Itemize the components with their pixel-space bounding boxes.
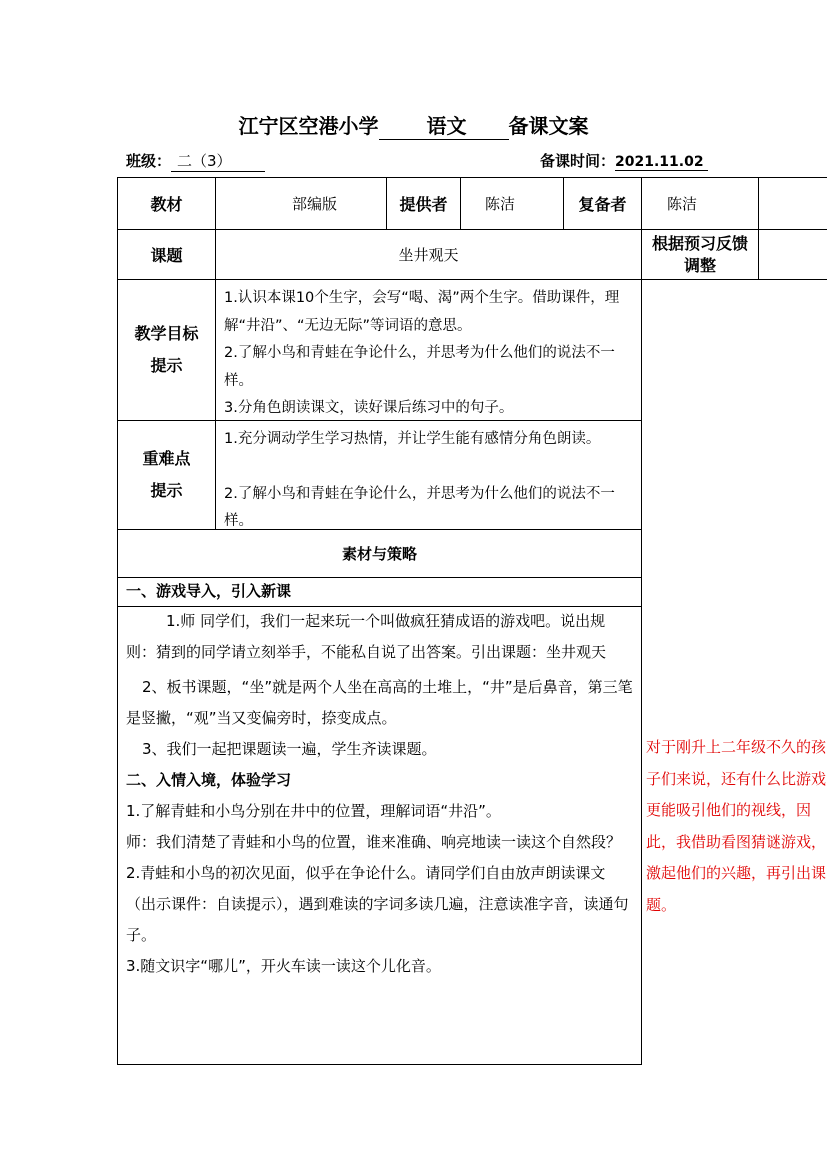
date-label: 备课时间： bbox=[540, 152, 616, 170]
provider-value-cell: 陈洁 bbox=[460, 177, 564, 230]
keypoints-label-cell: 重难点 提示 bbox=[117, 420, 216, 530]
date-value: 2021.11.02 bbox=[615, 154, 708, 171]
class-label: 班级： bbox=[126, 152, 172, 170]
s1-paragraph-1: 1.师 同学们，我们一起来玩一个叫做疯狂猜成语的游戏吧。说出规则：猜到的同学请立刻举手，不能私自说了出答案。引出课题：坐井观天 bbox=[126, 612, 607, 661]
feedback-note: 对于刚升上二年级不久的孩子们来说，还有什么比游戏更能吸引他们的视线，因此，我借助看图猜谜游戏，激起他们的兴趣，再引出课题。 bbox=[646, 738, 827, 914]
reviewer-value-cell: 陈洁 bbox=[641, 177, 759, 230]
materials-header-cell: 素材与策略 bbox=[117, 529, 642, 578]
provider-label-cell: 提供者 bbox=[386, 177, 461, 230]
empty-cell-top-right bbox=[758, 177, 827, 230]
keypoint-1: 1.充分调动学生学习热情，并让学生能有感情分角色朗读。 bbox=[224, 431, 601, 447]
goal-2: 2.了解小鸟和青蛙在争论什么，并思考为什么他们的说法不一样。 bbox=[224, 345, 615, 389]
class-line bbox=[126, 150, 265, 172]
document-title bbox=[0, 110, 827, 140]
topic-value-cell: 坐井观天 bbox=[215, 229, 642, 280]
subject-underline bbox=[379, 110, 509, 140]
s1-paragraph-3: 3、我们一起把课题读一遍，学生齐读课题。 bbox=[142, 740, 437, 758]
date-line bbox=[540, 150, 708, 171]
subject-name: 语文 bbox=[426, 114, 467, 138]
keypoint-2: 2.了解小鸟和青蛙在争论什么，并思考为什么他们的说法不一样。 bbox=[224, 485, 615, 529]
textbook-label-cell: 教材 bbox=[117, 177, 216, 230]
goals-content-cell bbox=[215, 279, 642, 421]
empty-cell-right-2 bbox=[758, 229, 827, 280]
goals-label-cell: 教学目标 提示 bbox=[117, 279, 216, 421]
s2-paragraph-4: 3.随文识字“哪儿”，开火车读一读这个儿化音。 bbox=[126, 957, 441, 975]
feedback-label-cell: 根据预习反馈调整 bbox=[641, 229, 759, 280]
strategy-body bbox=[118, 606, 641, 982]
keypoints-content-cell bbox=[215, 420, 642, 530]
class-value: 二（3） bbox=[171, 150, 265, 172]
feedback-column bbox=[641, 279, 827, 1065]
school-name: 江宁区空港小学 bbox=[238, 114, 379, 138]
s2-paragraph-2: 师：我们清楚了青蛙和小鸟的位置，谁来准确、响亮地读一读这个自然段？ bbox=[126, 833, 622, 851]
topic-label-cell: 课题 bbox=[117, 229, 216, 280]
s2-paragraph-1: 1.了解青蛙和小鸟分别在井中的位置，理解词语“井沿”。 bbox=[126, 802, 501, 820]
goal-3: 3.分角色朗读课文，读好课后练习中的句子。 bbox=[224, 400, 514, 416]
goal-1: 1.认识本课10个生字，会写“喝、渴”两个生字。借助课件，理解“井沿”、“无边无际”等词语的意思。 bbox=[224, 290, 620, 334]
s2-paragraph-3: 2.青蛙和小鸟的初次见面，似乎在争论什么。请同学们自由放声朗读课文（出示课件：自读提示），遇到难读的字词多读几遍，注意读准字音，读通句子。 bbox=[126, 864, 629, 944]
doc-type: 备课文案 bbox=[508, 114, 589, 138]
section1-title: 一、游戏导入，引入新课 bbox=[126, 582, 292, 600]
s1-paragraph-2: 2、板书课题，“坐”就是两个人坐在高高的土堆上，“井”是后鼻音，第三笔是竖撇，“观”当又变偏旁时，捺变成点。 bbox=[126, 678, 633, 727]
textbook-value-cell: 部编版 bbox=[215, 177, 387, 230]
section2-title: 二、入情入境，体验学习 bbox=[126, 771, 292, 789]
reviewer-label-cell: 复备者 bbox=[563, 177, 642, 230]
